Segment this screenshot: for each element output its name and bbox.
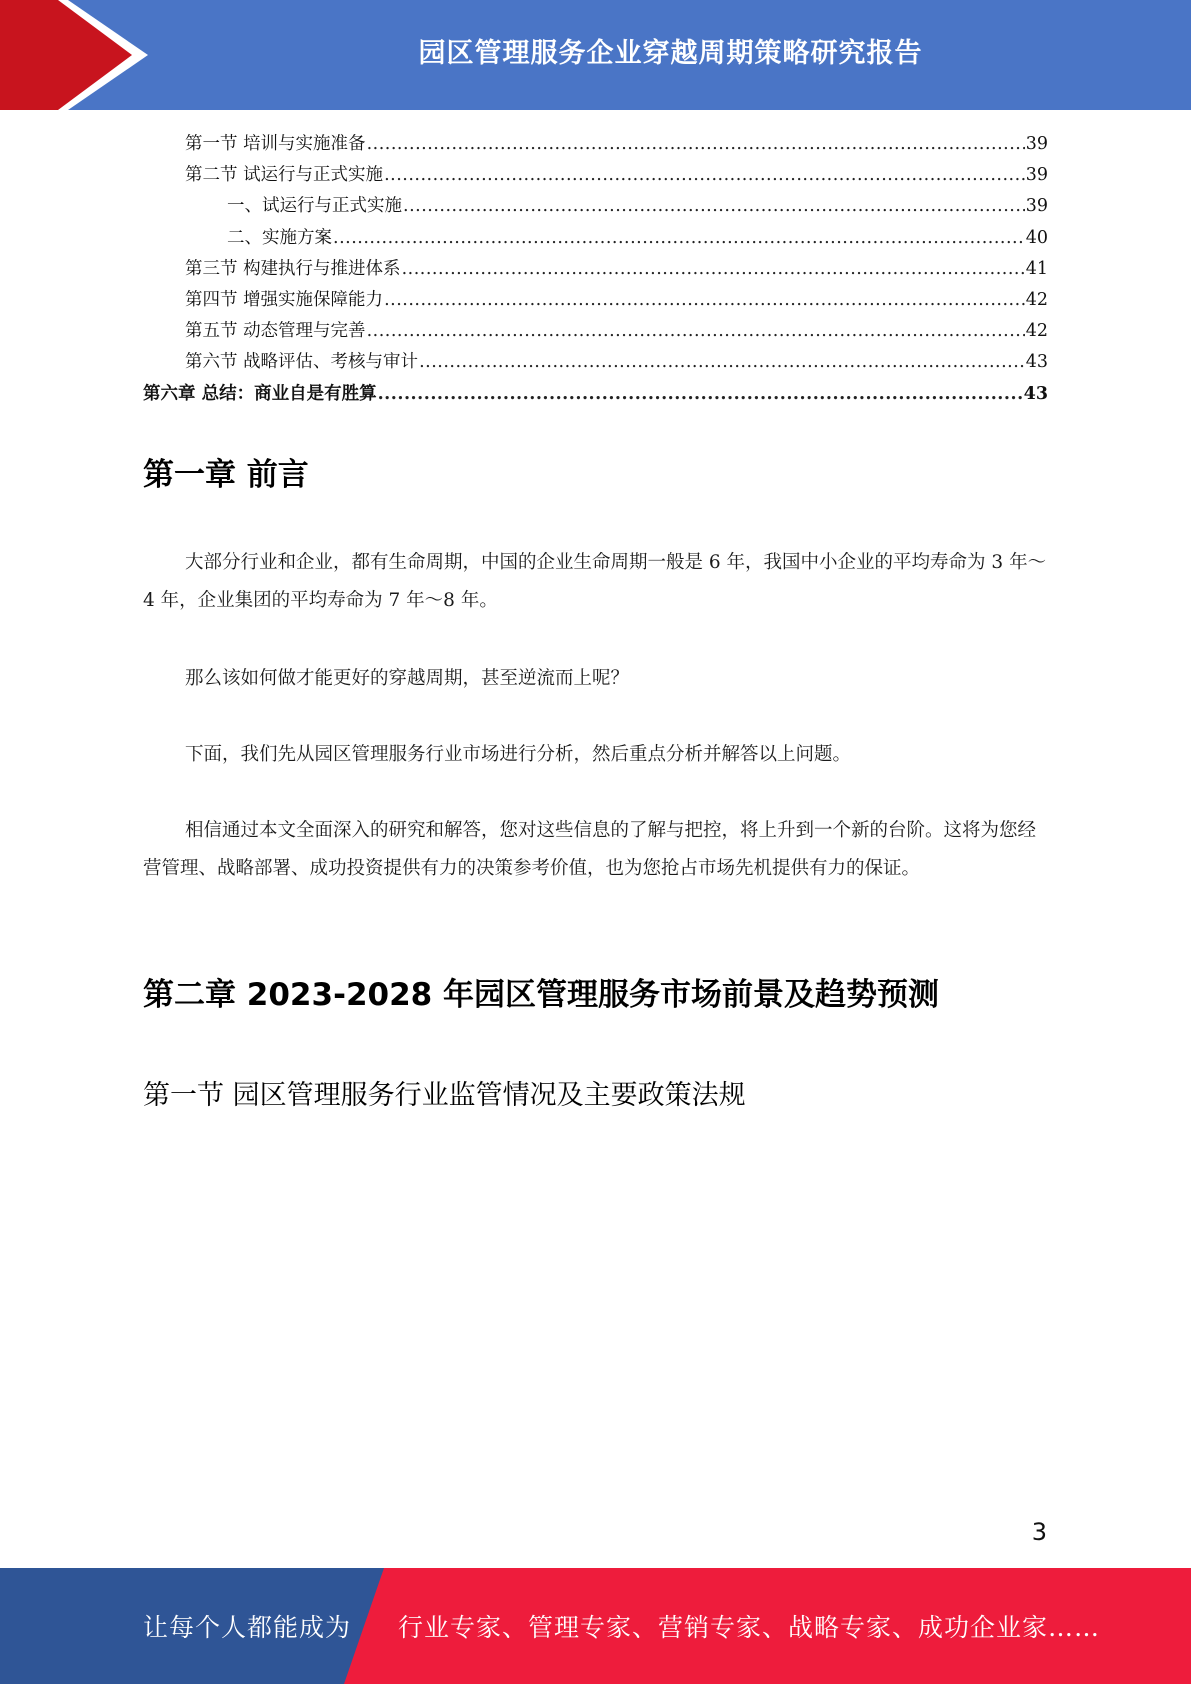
toc-entry-label: 第四节 增强实施保障能力 <box>185 289 384 310</box>
footer-slogan-right: 行业专家、管理专家、营销专家、战略专家、成功企业家…… <box>398 1613 1101 1642</box>
toc-entry[interactable] <box>143 379 1048 410</box>
toc-entry[interactable] <box>143 160 1048 191</box>
chapter-1-paragraph-1: 大部分行业和企业，都有生命周期，中国的企业生命周期一般是 6 年，我国中小企业的平均寿命为 3 年～4 年，企业集团的平均寿命为 7 年～8 年。 <box>143 552 1047 611</box>
toc-entry-page: 41 <box>1025 258 1048 279</box>
toc-entry-label: 二、实施方案 <box>227 227 332 248</box>
chapter-1-paragraph-4: 相信通过本文全面深入的研究和解答，您对这些信息的了解与把控，将上升到一个新的台阶。这将为您经营管理、战略部署、成功投资提供有力的决策参考价值，也为您抢占市场先机提供有力的保证。 <box>143 820 1037 879</box>
toc-entry-label: 第二节 试运行与正式实施 <box>185 165 384 186</box>
toc-entry-page: 40 <box>1025 227 1048 248</box>
chapter-1-paragraph-2: 那么该如何做才能更好的穿越周期，甚至逆流而上呢？ <box>185 668 630 689</box>
header-chevron-decoration <box>0 0 160 110</box>
report-title: 园区管理服务企业穿越周期策略研究报告 <box>418 37 923 69</box>
toc-leader-dots <box>402 254 1025 285</box>
page-footer <box>0 1568 1191 1684</box>
toc-entry-label: 第一节 培训与实施准备 <box>185 134 366 154</box>
toc-entry-label: 第六章 总结：商业自是有胜算 <box>143 383 377 404</box>
toc-entry[interactable] <box>143 347 1048 378</box>
page-header <box>0 0 1191 110</box>
toc-entry-page: 39 <box>1025 165 1048 186</box>
toc-entry-page: 43 <box>1023 383 1048 404</box>
toc-leader-dots <box>419 347 1025 378</box>
toc-leader-dots <box>378 379 1023 410</box>
toc-leader-dots <box>384 285 1025 316</box>
toc-entry-page: 39 <box>1025 196 1048 217</box>
toc-entry-page: 43 <box>1025 352 1048 373</box>
toc-entry-label: 一、试运行与正式实施 <box>227 196 402 217</box>
toc-entry[interactable] <box>143 285 1048 316</box>
toc-leader-dots <box>403 191 1025 222</box>
chapter-2-heading: 第二章 2023-2028 年园区管理服务市场前景及趋势预测 <box>143 977 940 1013</box>
toc-entry[interactable] <box>143 223 1048 254</box>
chapter-1-paragraph-3: 下面，我们先从园区管理服务行业市场进行分析，然后重点分析并解答以上问题。 <box>185 744 852 765</box>
chapter-2-section-1-heading: 第一节 园区管理服务行业监管情况及主要政策法规 <box>143 1080 746 1111</box>
toc-leader-dots <box>367 316 1025 347</box>
toc-entry-label: 第五节 动态管理与完善 <box>185 321 366 342</box>
toc-entry[interactable] <box>143 254 1048 285</box>
toc-leader-dots <box>367 129 1025 160</box>
page-number: 3 <box>1031 1518 1047 1546</box>
toc-entry-label: 第三节 构建执行与推进体系 <box>185 258 401 279</box>
toc-entry-page: 39 <box>1025 134 1048 154</box>
toc-entry[interactable] <box>143 191 1048 222</box>
toc-entry[interactable] <box>143 316 1048 347</box>
footer-slogan-left: 让每个人都能成为 <box>143 1613 352 1642</box>
toc-entry-page: 42 <box>1025 289 1048 310</box>
toc-leader-dots <box>333 223 1025 254</box>
toc-entry-label: 第六节 战略评估、考核与审计 <box>185 352 419 373</box>
chapter-1-heading: 第一章 前言 <box>143 457 309 493</box>
toc-leader-dots <box>384 160 1025 191</box>
toc-entry[interactable] <box>143 129 1048 160</box>
toc-entry-page: 42 <box>1025 321 1048 342</box>
table-of-contents <box>143 129 1048 410</box>
